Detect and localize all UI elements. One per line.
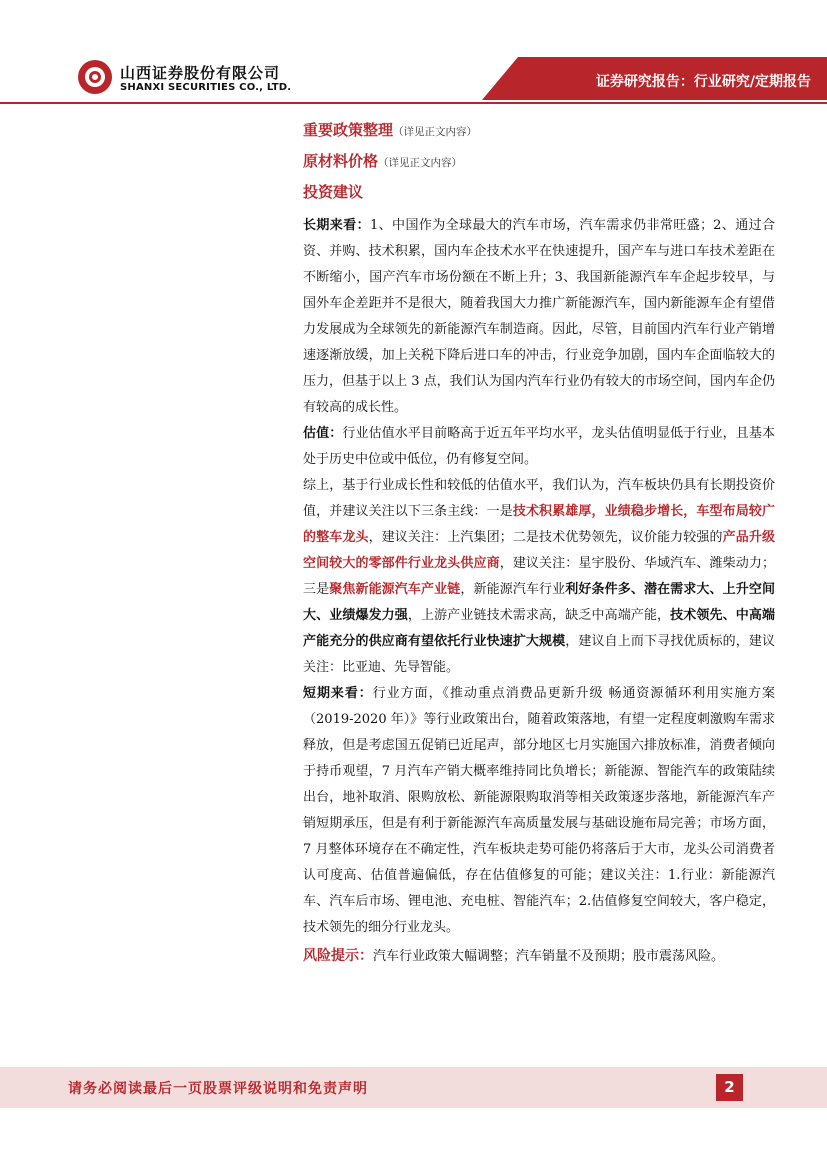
- short-term-paragraph: [303, 681, 775, 941]
- summary-highlight-3: 聚焦新能源汽车产业链: [329, 582, 461, 597]
- summary-text-3: ，建议关注：星宇股份、华域汽车、潍柴动力；三是: [303, 556, 775, 597]
- summary-bold-1: 利好条件多、潜在需求大、上升空间大、业绩爆发力强: [303, 582, 775, 623]
- company-logo-icon: [78, 60, 112, 94]
- page-number: 2: [716, 1074, 743, 1101]
- footer-disclaimer: 请务必阅读最后一页股票评级说明和免责声明: [68, 1081, 368, 1097]
- summary-paragraph: [303, 473, 775, 681]
- valuation-paragraph: [303, 421, 775, 473]
- summary-text-1: 综上，基于行业成长性和较低的估值水平，我们认为，汽车板块仍具有长期投资价值，并建议关注以下三条主线：一是: [303, 478, 775, 519]
- long-term-paragraph: [303, 213, 775, 421]
- summary-bold-2: 技术领先、中高端产能充分的供应商有望依托行业快速扩大规模: [303, 608, 775, 649]
- section-invest: [303, 179, 775, 213]
- page-footer: [0, 1067, 827, 1108]
- valuation-text: 行业估值水平目前略高于近五年平均水平，龙头估值明显低于行业，且基本处于历史中位或中低位，仍有修复空间。: [303, 426, 775, 467]
- short-term-text: 行业方面，《推动重点消费品更新升级 畅通资源循环利用实施方案（2019-2020 年）》等行业政策出台，随着政策落地，有望一定程度刺激购车需求释放，但是考虑国五促销已近尾声，部分地区七月实施国六排放标准，消费者倾向于持币观望，7 月汽车产销大概率维持同比负增长；新能源、智能汽车的政策陆续出台，地补取消、限购放松、新能源限购取消等相关政策逐步落地，新能源汽车产销短期承压，但是有利于新能源汽车高质量发展与基础设施布局完善；市场方面，7 月整体环境存在不确定性，汽车板块走势可能仍将落后于大市，龙头公司消费者认可度高、估值普遍偏低，存在估值修复的可能；建议关注：1.行业：新能源汽车、汽车后市场、锂电池、充电桩、智能汽车；2.估值修复空间较大，客户稳定，技术领先的细分行业龙头。: [303, 686, 775, 935]
- summary-text-2: ，建议关注：上汽集团；二是技术优势领先，议价能力较强的: [368, 530, 723, 545]
- summary-text-4: ，新能源汽车行业: [460, 582, 566, 597]
- report-type: 证券研究报告：行业研究/定期报告: [595, 74, 811, 90]
- long-term-label: 长期来看：: [303, 218, 370, 233]
- risk-label: 风险提示：: [303, 948, 373, 964]
- risk-text: 汽车行业政策大幅调整；汽车销量不及预期；股市震荡风险。: [373, 949, 725, 964]
- summary-text-5: ，上游产业链技术需求高，缺乏中高端产能，: [407, 608, 671, 623]
- risk-paragraph: [303, 943, 775, 970]
- company-name-cn: 山西证券股份有限公司: [120, 64, 281, 82]
- summary-highlight-1: 技术积累雄厚，业绩稳步增长，车型布局较广的整车龙头: [303, 504, 775, 545]
- main-content: [303, 117, 775, 970]
- page-header: [0, 0, 827, 112]
- section-note-materials: （详见正文内容）: [378, 157, 463, 169]
- section-title-invest: 投资建议: [303, 183, 364, 201]
- summary-text-6: ，建议自上而下寻找优质标的，建议关注：比亚迪、先导智能。: [303, 634, 775, 675]
- company-name-en: SHANXI SECURITIES CO., LTD.: [120, 82, 292, 93]
- long-term-text: 1、中国作为全球最大的汽车市场，汽车需求仍非常旺盛；2、通过合资、并购、技术积累，国内车企技术水平在快速提升，国产车与进口车技术差距在不断缩小，国产汽车市场份额在不断上升；3、我国新能源汽车车企起步较早，与国外车企差距并不是很大，随着我国大力推广新能源汽车，国内新能源车企有望借力发展成为全球领先的新能源汽车制造商。因此，尽管，目前国内汽车行业产销增速逐渐放缓，加上关税下降后进口车的冲击，行业竞争加剧，国内车企面临较大的压力，但基于以上 3 点，我们认为国内汽车行业仍有较大的市场空间，国内车企仍有较高的成长性。: [303, 218, 775, 415]
- short-term-label: 短期来看：: [303, 686, 373, 701]
- section-title-materials: 原材料价格: [303, 152, 379, 170]
- section-policy: [303, 117, 775, 148]
- section-materials: [303, 148, 775, 179]
- section-note-policy: （详见正文内容）: [393, 126, 478, 138]
- summary-highlight-2: 产品升级空间较大的零部件行业龙头供应商: [303, 530, 775, 571]
- valuation-label: 估值：: [303, 426, 343, 441]
- section-title-policy: 重要政策整理: [303, 121, 394, 139]
- header-divider: [0, 102, 827, 104]
